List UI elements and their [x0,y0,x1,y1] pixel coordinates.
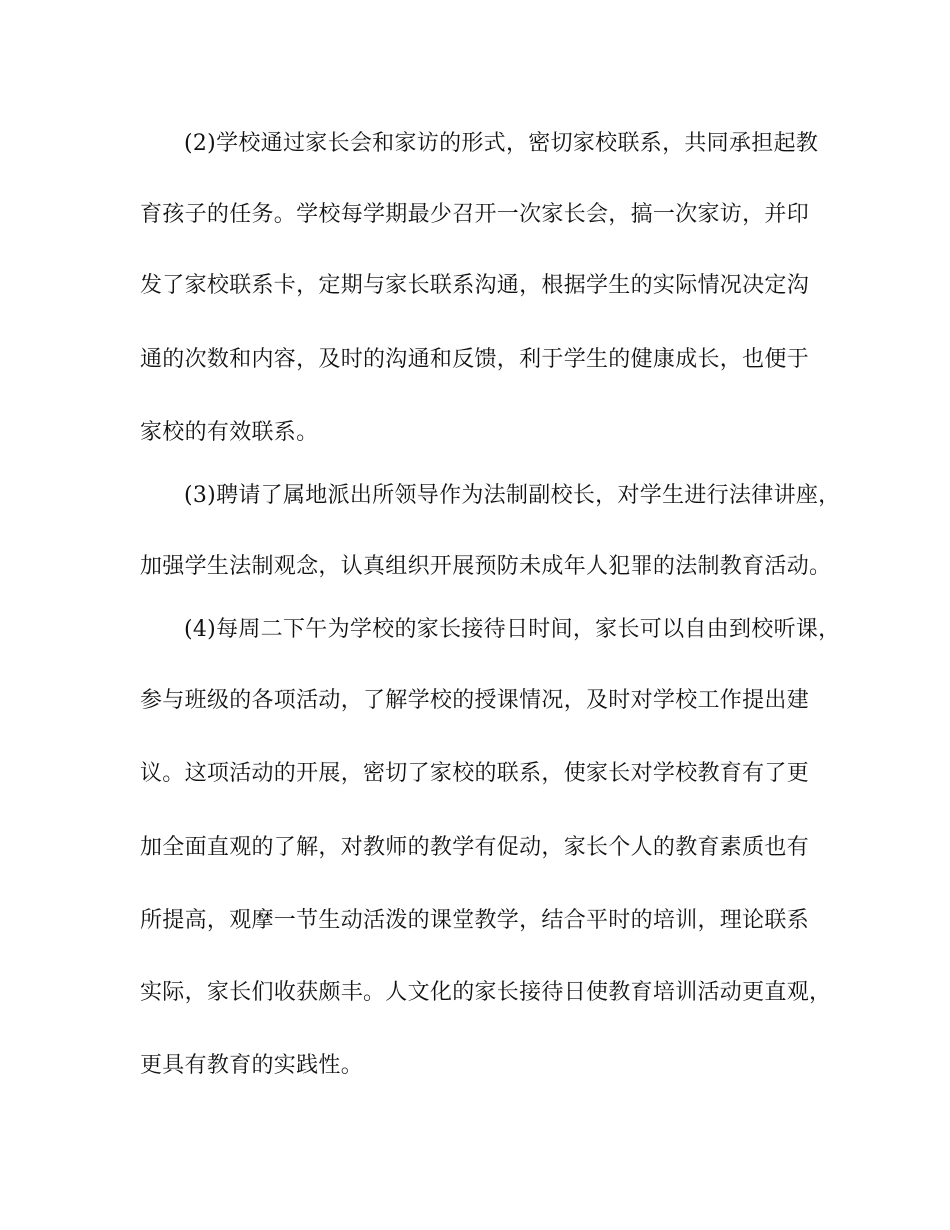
paragraph-2-line-2: 育孩子的任务。学校每学期最少召开一次家长会，搞一次家访，并印 [140,202,810,227]
paragraph-4-line-5: 所提高，观摩一节生动活泼的课堂教学，结合平时的培训，理论联系 [140,908,810,933]
paragraph-2-line-1: (2)学校通过家长会和家访的形式，密切家校联系，共同承担起教 [184,131,819,156]
paragraph-4-line-1: (4)每周二下午为学校的家长接待日时间，家长可以自由到校听课， [184,617,841,642]
paragraph-3-line-1: (3)聘请了属地派出所领导作为法制副校长，对学生进行法律讲座， [184,483,841,508]
paragraph-2-line-4: 通的次数和内容，及时的沟通和反馈，利于学生的健康成长，也便于 [140,347,810,372]
paragraph-4-line-4: 加全面直观的了解，对教师的教学有促动，家长个人的教育素质也有 [140,835,810,860]
paragraph-2-line-3: 发了家校联系卡，定期与家长联系沟通，根据学生的实际情况决定沟 [140,273,810,298]
paragraph-4-line-2: 参与班级的各项活动，了解学校的授课情况，及时对学校工作提出建 [140,688,810,713]
paragraph-4-line-7: 更具有教育的实践性。 [140,1053,364,1078]
paragraph-3-line-2: 加强学生法制观念，认真组织开展预防未成年人犯罪的法制教育活动。 [140,554,832,579]
paragraph-2-line-5: 家校的有效联系。 [140,420,319,445]
paragraph-4-line-6: 实际，家长们收获颇丰。人文化的家长接待日使教育培训活动更直观， [140,980,832,1005]
paragraph-4-line-3: 议。这项活动的开展，密切了家校的联系，使家长对学校教育有了更 [140,761,810,786]
